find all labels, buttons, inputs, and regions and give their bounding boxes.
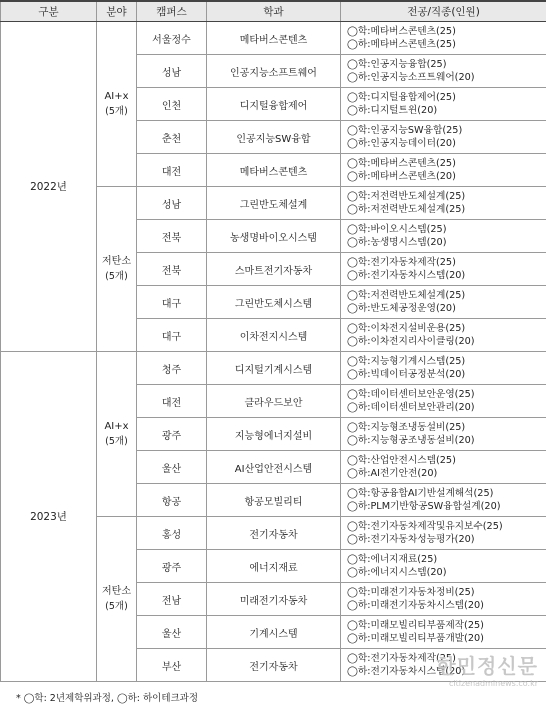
major-cell xyxy=(341,88,546,121)
table-row xyxy=(1,352,546,385)
major-item: ◯하:빅데이터공정분석(20) xyxy=(347,369,466,380)
major-cell xyxy=(341,253,546,286)
department-cell: 기계시스템 xyxy=(207,616,341,649)
watermark-title: 한민정신문 xyxy=(436,654,538,678)
major-cell xyxy=(341,451,546,484)
department-cell: 인공지능소프트웨어 xyxy=(207,55,341,88)
campus-cell: 울산 xyxy=(137,616,207,649)
header-campus: 캠퍼스 xyxy=(137,1,207,22)
major-item: ◯학:항공융합AI기반설계해석(25) xyxy=(347,488,494,499)
major-cell xyxy=(341,319,546,352)
campus-cell: 대구 xyxy=(137,286,207,319)
campus-cell: 광주 xyxy=(137,550,207,583)
department-cell: 스마트전기자동차 xyxy=(207,253,341,286)
campus-cell: 인천 xyxy=(137,88,207,121)
field-name: 저탄소 xyxy=(102,256,131,267)
field-count: (5개) xyxy=(105,436,128,447)
major-item: ◯학:이차전지설비운용(25) xyxy=(347,323,466,334)
campus-cell: 울산 xyxy=(137,451,207,484)
department-cell: 메타버스콘텐츠 xyxy=(207,22,341,55)
field-count: (5개) xyxy=(105,601,128,612)
department-cell: 그린반도체설계 xyxy=(207,187,341,220)
table-row xyxy=(1,22,546,55)
department-cell: 에너지재료 xyxy=(207,550,341,583)
major-item: ◯하:지능형공조냉동설비(20) xyxy=(347,435,475,446)
department-cell: 미래전기자동차 xyxy=(207,583,341,616)
field-cell xyxy=(97,187,137,352)
major-cell xyxy=(341,550,546,583)
header-row xyxy=(1,1,546,22)
campus-cell: 대전 xyxy=(137,154,207,187)
major-item: ◯하:반도체공정운영(20) xyxy=(347,303,456,314)
campus-cell: 광주 xyxy=(137,418,207,451)
campus-cell: 전남 xyxy=(137,583,207,616)
major-item: ◯학:전기자동차제작(25) xyxy=(347,653,456,664)
year-cell: 2022년 xyxy=(1,22,97,352)
major-cell xyxy=(341,154,546,187)
field-name: 저탄소 xyxy=(102,586,131,597)
major-item: ◯하:PLM기반항공SW융합설계(20) xyxy=(347,501,501,512)
major-item: ◯하:메타버스콘텐츠(25) xyxy=(347,39,456,50)
major-cell xyxy=(341,286,546,319)
year-cell: 2023년 xyxy=(1,352,97,682)
department-cell: 이차전지시스템 xyxy=(207,319,341,352)
campus-cell: 춘천 xyxy=(137,121,207,154)
campus-cell: 대전 xyxy=(137,385,207,418)
campus-cell: 전북 xyxy=(137,253,207,286)
campus-cell: 부산 xyxy=(137,649,207,682)
major-item: ◯하:AI전기안전(20) xyxy=(347,468,438,479)
watermark xyxy=(436,650,538,688)
major-item: ◯하:인공지능데이터(20) xyxy=(347,138,456,149)
campus-cell: 서울정수 xyxy=(137,22,207,55)
major-cell xyxy=(341,385,546,418)
header-department: 학과 xyxy=(207,1,341,22)
department-cell: 디지털기계시스템 xyxy=(207,352,341,385)
major-cell xyxy=(341,616,546,649)
major-item: ◯하:전기자동차성능평가(20) xyxy=(347,534,475,545)
campus-cell: 성남 xyxy=(137,55,207,88)
campus-cell: 청주 xyxy=(137,352,207,385)
major-item: ◯학:인공지능SW융합(25) xyxy=(347,125,463,136)
major-cell xyxy=(341,220,546,253)
major-cell xyxy=(341,187,546,220)
watermark-url: citizenadminews.co.kr xyxy=(448,679,538,688)
major-cell xyxy=(341,484,546,517)
major-item: ◯학:인공지능융합(25) xyxy=(347,59,447,70)
table-body xyxy=(1,22,546,682)
major-item: ◯하:저전력반도체설계(25) xyxy=(347,204,466,215)
major-cell xyxy=(341,22,546,55)
footnote: * ◯학: 2년제학위과정, ◯하: 하이테크과정 xyxy=(16,693,199,704)
department-cell: 디지털융합제어 xyxy=(207,88,341,121)
major-cell xyxy=(341,121,546,154)
major-item: ◯학:미래모빌리티부품제작(25) xyxy=(347,620,484,631)
major-item: ◯하:이차전지리사이클링(20) xyxy=(347,336,475,347)
major-item: ◯학:디지털융합제어(25) xyxy=(347,92,456,103)
major-item: ◯학:바이오시스템(25) xyxy=(347,224,447,235)
major-item: ◯학:에너지재료(25) xyxy=(347,554,438,565)
major-item: ◯하:전기자동차시스템(20) xyxy=(347,666,466,677)
campus-cell: 항공 xyxy=(137,484,207,517)
major-item: ◯학:산업안전시스템(25) xyxy=(347,455,456,466)
major-item: ◯하:에너지시스템(20) xyxy=(347,567,447,578)
campus-cell: 대구 xyxy=(137,319,207,352)
department-cell: 전기자동차 xyxy=(207,649,341,682)
major-cell xyxy=(341,418,546,451)
major-item: ◯하:디지털트윈(20) xyxy=(347,105,438,116)
department-cell: 메타버스콘텐츠 xyxy=(207,154,341,187)
field-count: (5개) xyxy=(105,106,128,117)
field-cell xyxy=(97,22,137,187)
major-item: ◯하:데이터센터보안관리(20) xyxy=(347,402,475,413)
field-name: AI+x xyxy=(104,421,129,432)
department-cell: 농생명바이오시스템 xyxy=(207,220,341,253)
major-item: ◯하:전기자동차시스템(20) xyxy=(347,270,466,281)
campus-cell: 전북 xyxy=(137,220,207,253)
major-cell xyxy=(341,517,546,550)
major-item: ◯학:전기자동차제작및유지보수(25) xyxy=(347,521,503,532)
field-cell xyxy=(97,352,137,517)
major-item: ◯학:저전력반도체설계(25) xyxy=(347,191,466,202)
department-cell: 클라우드보안 xyxy=(207,385,341,418)
campus-cell: 홍성 xyxy=(137,517,207,550)
major-cell xyxy=(341,55,546,88)
department-cell: 인공지능SW융합 xyxy=(207,121,341,154)
major-item: ◯하:농생명시스템(20) xyxy=(347,237,447,248)
major-item: ◯학:저전력반도체설계(25) xyxy=(347,290,466,301)
field-cell xyxy=(97,517,137,682)
header-major: 전공/직종(인원) xyxy=(341,1,546,22)
department-cell: 그린반도체시스템 xyxy=(207,286,341,319)
major-item: ◯학:지능형조냉동설비(25) xyxy=(347,422,466,433)
major-item: ◯학:지능형기계시스템(25) xyxy=(347,356,466,367)
major-item: ◯학:메타버스콘텐츠(25) xyxy=(347,26,456,37)
department-cell: AI산업안전시스템 xyxy=(207,451,341,484)
major-item: ◯하:미래모빌리티부품개발(20) xyxy=(347,633,484,644)
major-item: ◯학:전기자동차제작(25) xyxy=(347,257,456,268)
field-count: (5개) xyxy=(105,271,128,282)
campus-cell: 성남 xyxy=(137,187,207,220)
major-item: ◯학:데이터센터보안운영(25) xyxy=(347,389,475,400)
major-item: ◯학:메타버스콘텐츠(25) xyxy=(347,158,456,169)
major-cell xyxy=(341,583,546,616)
major-item: ◯하:인공지능소프트웨어(20) xyxy=(347,72,475,83)
major-item: ◯하:메타버스콘텐츠(20) xyxy=(347,171,456,182)
field-name: AI+x xyxy=(104,91,129,102)
major-cell xyxy=(341,352,546,385)
major-item: ◯학:미래전기자동차정비(25) xyxy=(347,587,475,598)
department-cell: 전기자동차 xyxy=(207,517,341,550)
header-field: 분야 xyxy=(97,1,137,22)
major-item: ◯하:미래전기자동차시스템(20) xyxy=(347,600,484,611)
header-category: 구분 xyxy=(1,1,97,22)
department-cell: 지능형에너지설비 xyxy=(207,418,341,451)
department-cell: 항공모빌리티 xyxy=(207,484,341,517)
